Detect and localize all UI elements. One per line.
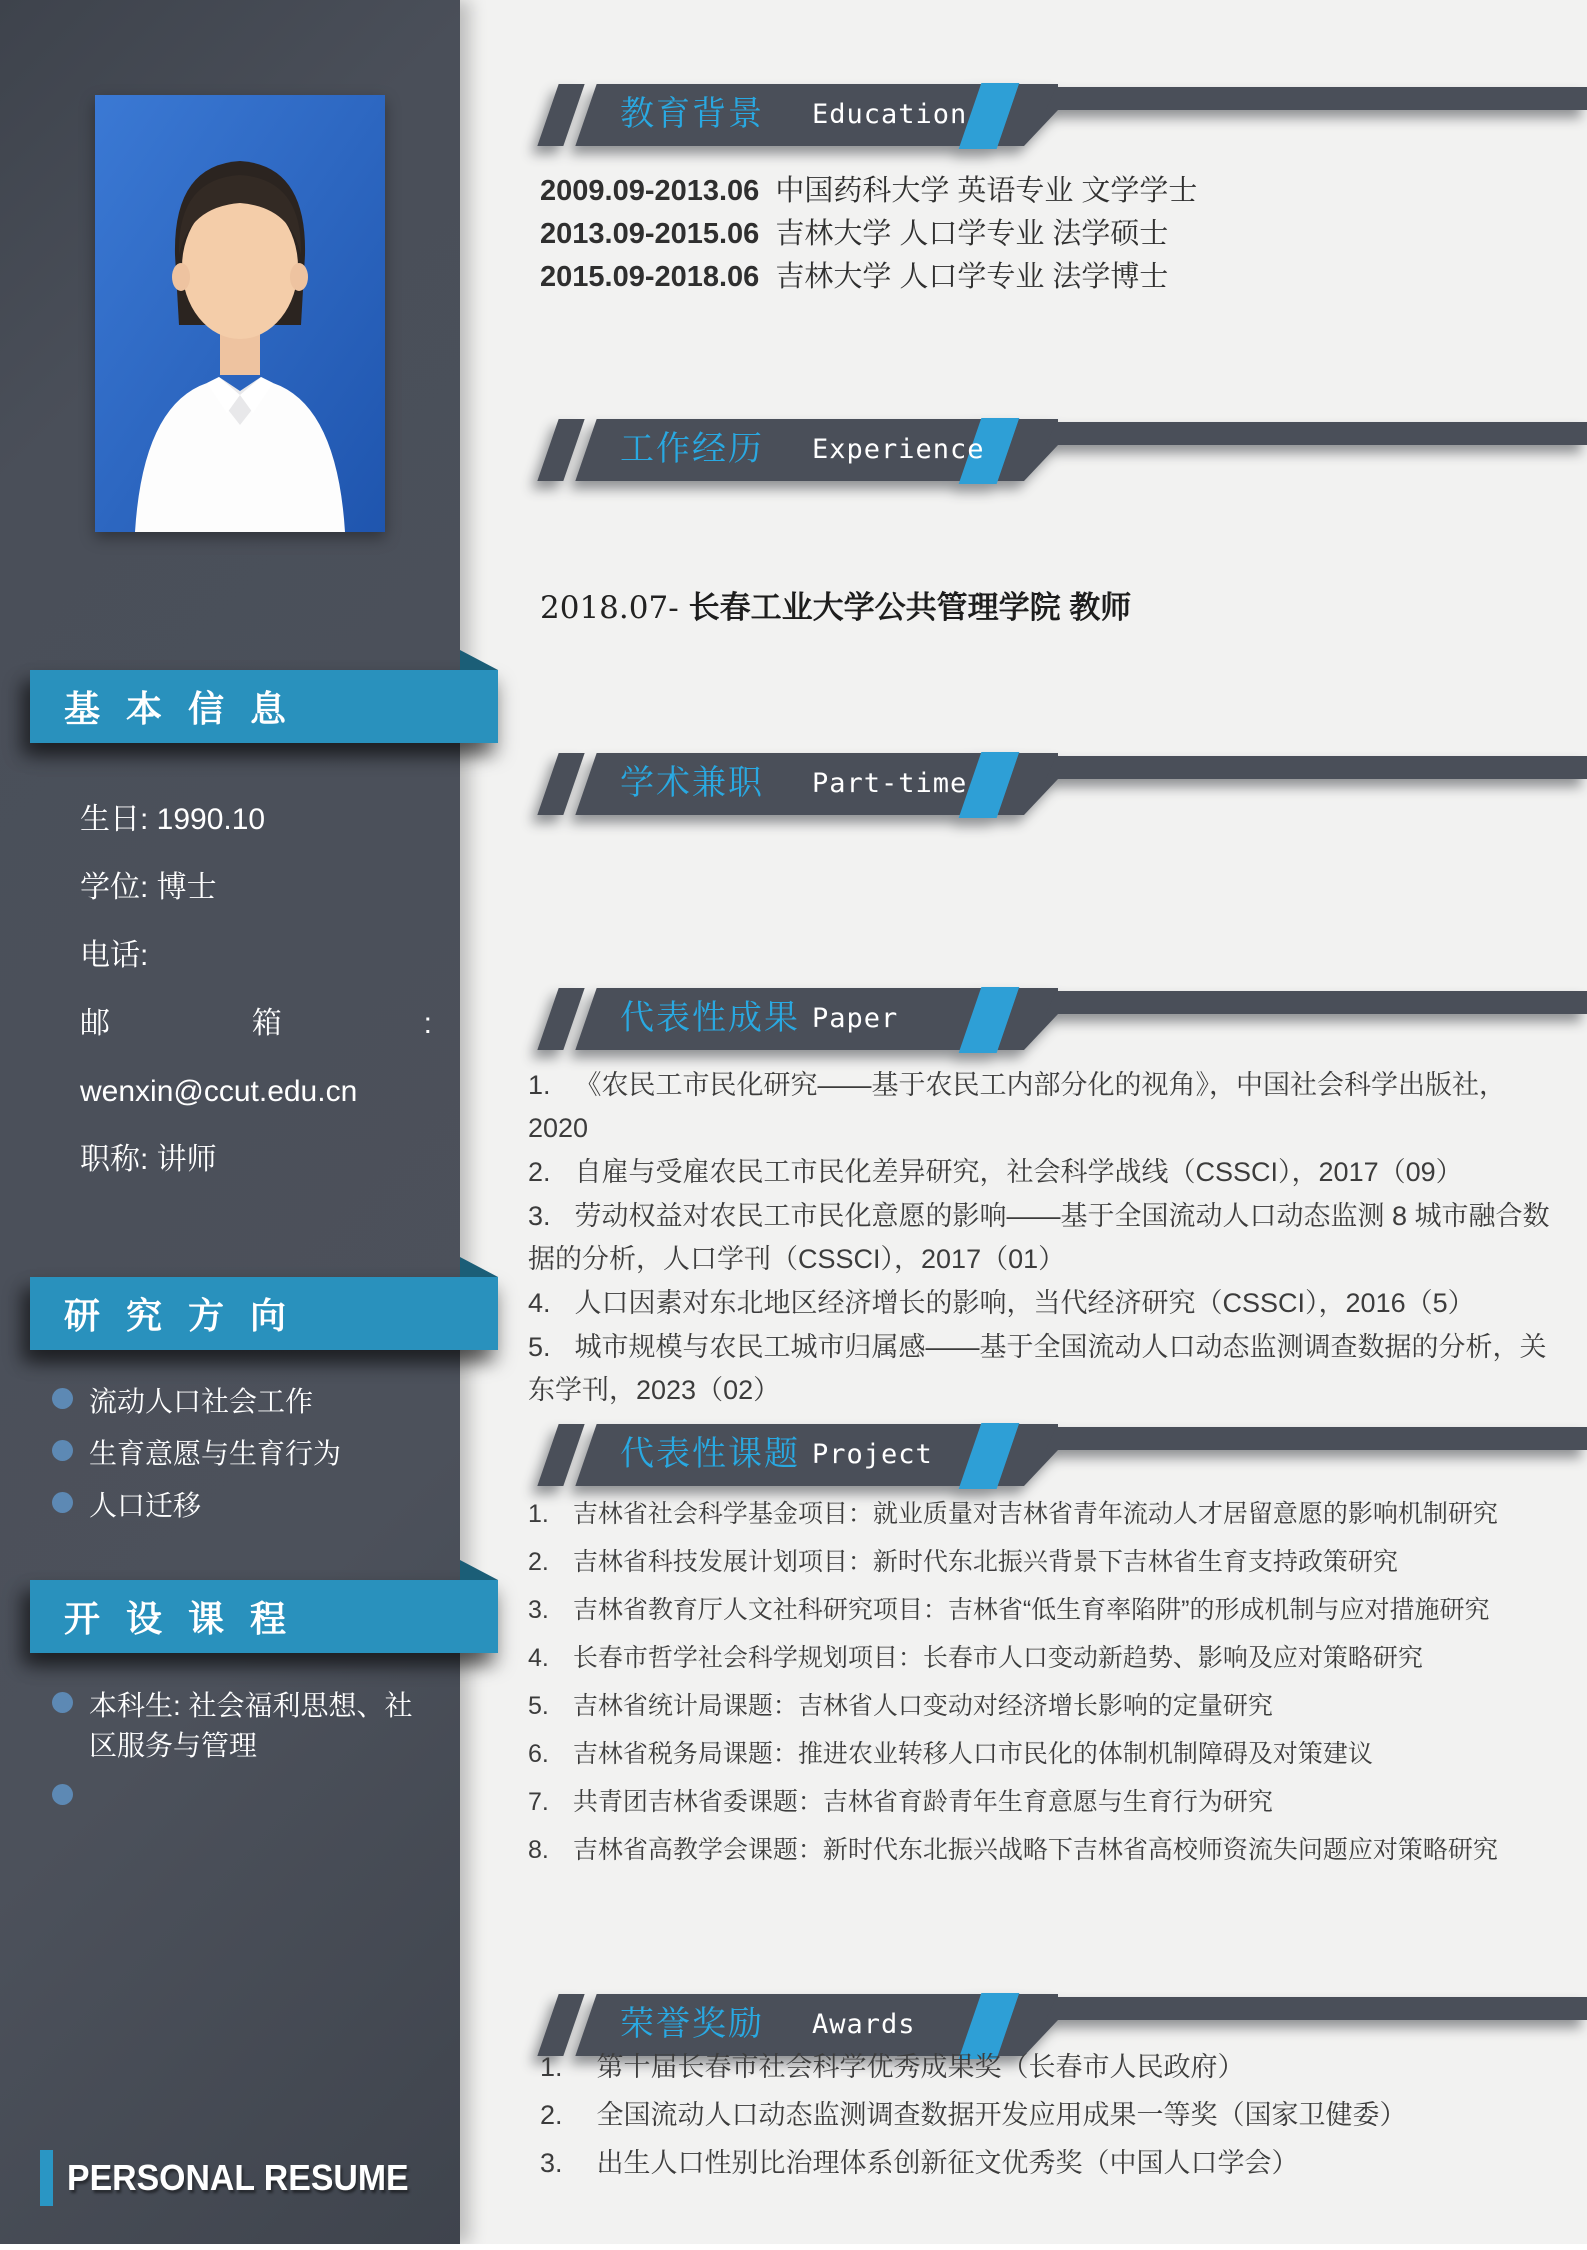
item-number: 4. bbox=[528, 1644, 549, 1672]
item-number: 8. bbox=[528, 1836, 549, 1864]
section-header-awards bbox=[540, 1994, 1587, 2056]
award-item bbox=[540, 2150, 1560, 2177]
entry-text: 吉林大学 人口学专业 法学博士 bbox=[775, 261, 1169, 293]
education-entry bbox=[540, 213, 1540, 256]
item-text: 自雇与受雇农民工市民化差异研究，社会科学战线（CSSCI），2017（09） bbox=[574, 1157, 1463, 1187]
header-title-zh: 代表性成果 bbox=[620, 999, 800, 1037]
list-item: 流动人口社会工作 bbox=[52, 1382, 341, 1422]
item-text: 劳动权益对农民工市民化意愿的影响——基于全国流动人口动态监测 8 城市融合数据的分析，人口学刊（CSSCI），2017（01） bbox=[528, 1201, 1550, 1274]
ribbon-fold-icon bbox=[460, 1257, 498, 1277]
portrait-photo-graphic bbox=[95, 95, 385, 532]
paper-item bbox=[528, 1064, 1560, 1150]
header-title-en: Education bbox=[812, 99, 968, 130]
item-number: 3. bbox=[540, 2148, 563, 2178]
entry-text: 长春工业大学公共管理学院 教师 bbox=[688, 590, 1132, 625]
research-title: 研 究 方 向 bbox=[64, 1295, 295, 1336]
header-title-en: Project bbox=[812, 1439, 933, 1470]
header-title-zh: 荣誉奖励 bbox=[620, 2005, 764, 2043]
item-number: 6. bbox=[528, 1740, 549, 1768]
bullet-icon bbox=[52, 1440, 73, 1461]
awards-list bbox=[540, 2054, 1560, 2198]
item-number: 7. bbox=[528, 1788, 549, 1816]
sidebar bbox=[0, 0, 460, 2244]
info-email-label: 邮 箱 : bbox=[80, 1007, 432, 1040]
section-header-education bbox=[540, 84, 1587, 146]
education-list bbox=[540, 170, 1540, 299]
bullet-icon bbox=[52, 1692, 73, 1713]
list-item bbox=[52, 1778, 439, 1805]
project-list bbox=[528, 1502, 1573, 1886]
basic-info-banner bbox=[30, 670, 498, 743]
courses-banner bbox=[30, 1580, 498, 1653]
project-item bbox=[528, 1646, 1573, 1671]
item-number: 3. bbox=[528, 1596, 549, 1624]
info-degree: 学位: 博士 bbox=[80, 871, 217, 904]
header-title-en: Paper bbox=[812, 1003, 899, 1034]
project-item bbox=[528, 1838, 1573, 1863]
courses-title: 开 设 课 程 bbox=[64, 1598, 295, 1639]
item-number: 3. bbox=[528, 1201, 551, 1231]
basic-info-title: 基 本 信 息 bbox=[64, 688, 295, 729]
award-item bbox=[540, 2054, 1560, 2081]
award-item bbox=[540, 2102, 1560, 2129]
item-number: 4. bbox=[528, 1288, 551, 1318]
item-text: 吉林省社会科学基金项目：就业质量对吉林省青年流动人才居留意愿的影响机制研究 bbox=[572, 1500, 1498, 1528]
item-text: 共青团吉林省委课题：吉林省育龄青年生育意愿与生育行为研究 bbox=[572, 1788, 1273, 1816]
item-text: 人口因素对东北地区经济增长的影响，当代经济研究（CSSCI），2016（5） bbox=[574, 1288, 1475, 1318]
education-entry bbox=[540, 256, 1540, 299]
item-text: 城市规模与农民工城市归属感——基于全国流动人口动态监测调查数据的分析，关东学刊，2023（02） bbox=[528, 1332, 1547, 1405]
item-text: 吉林省统计局课题：吉林省人口变动对经济增长影响的定量研究 bbox=[572, 1692, 1273, 1720]
item-text: 吉林省教育厅人文社科研究项目：吉林省“低生育率陷阱”的形成机制与应对措施研究 bbox=[572, 1596, 1490, 1624]
section-header-paper bbox=[540, 988, 1587, 1050]
section-header-project bbox=[540, 1424, 1587, 1486]
ribbon-fold-icon bbox=[460, 650, 498, 670]
item-number: 1. bbox=[540, 2052, 563, 2082]
experience-entry bbox=[540, 588, 1540, 628]
list-item: 生育意愿与生育行为 bbox=[52, 1434, 341, 1474]
item-number: 2. bbox=[540, 2100, 563, 2130]
basic-info-list bbox=[80, 800, 440, 1208]
header-title-en: Experience bbox=[812, 434, 985, 465]
bullet-icon bbox=[52, 1492, 73, 1513]
info-email: wenxin@ccut.edu.cn bbox=[80, 1075, 358, 1108]
footer-brand bbox=[40, 2150, 430, 2206]
ribbon-fold-icon bbox=[460, 1560, 498, 1580]
header-title-zh: 教育背景 bbox=[620, 95, 764, 133]
project-item bbox=[528, 1790, 1573, 1815]
section-header-parttime bbox=[540, 753, 1587, 815]
courses-list bbox=[52, 1686, 439, 1817]
entry-text: 中国药科大学 英语专业 文学学士 bbox=[775, 175, 1198, 207]
entry-text: 吉林大学 人口学专业 法学硕士 bbox=[775, 218, 1169, 250]
item-number: 5. bbox=[528, 1692, 549, 1720]
project-item bbox=[528, 1742, 1573, 1767]
paper-item bbox=[528, 1151, 1560, 1194]
header-title-en: Awards bbox=[812, 2009, 916, 2040]
paper-item bbox=[528, 1195, 1560, 1281]
footer-brand-text: PERSONAL RESUME bbox=[67, 2157, 409, 2198]
entry-date: 2009.09-2013.06 bbox=[540, 175, 760, 207]
bullet-icon bbox=[52, 1388, 73, 1409]
item-text: 全国流动人口动态监测调查数据开发应用成果一等奖（国家卫健委） bbox=[596, 2100, 1407, 2130]
item-text: 吉林省高教学会课题：新时代东北振兴战略下吉林省高校师资流失问题应对策略研究 bbox=[572, 1836, 1498, 1864]
info-phone: 电话: bbox=[80, 939, 149, 972]
item-text: 吉林省税务局课题：推进农业转移人口市民化的体制机制障碍及对策建议 bbox=[572, 1740, 1373, 1768]
project-item bbox=[528, 1502, 1573, 1527]
info-birthday: 生日: 1990.10 bbox=[80, 803, 266, 836]
research-banner bbox=[30, 1277, 498, 1350]
page-bottom-edge bbox=[0, 2244, 1587, 2250]
entry-date: 2015.09-2018.06 bbox=[540, 261, 760, 293]
paper-list bbox=[528, 1064, 1560, 1413]
entry-date: 2013.09-2015.06 bbox=[540, 218, 760, 250]
item-text: 出生人口性别比治理体系创新征文优秀奖（中国人口学会） bbox=[596, 2148, 1299, 2178]
paper-item bbox=[528, 1326, 1560, 1412]
portrait-photo bbox=[95, 95, 385, 532]
research-list bbox=[52, 1382, 341, 1538]
item-number: 1. bbox=[528, 1500, 549, 1528]
section-header-experience bbox=[540, 419, 1587, 481]
education-entry bbox=[540, 170, 1540, 213]
item-text: 《农民工市民化研究——基于农民工内部分化的视角》，中国社会科学出版社，2020 bbox=[528, 1070, 1507, 1143]
item-text: 长春市哲学社会科学规划项目：长春市人口变动新趋势、影响及应对策略研究 bbox=[572, 1644, 1423, 1672]
list-item: 人口迁移 bbox=[52, 1486, 341, 1526]
list-item: 本科生: 社会福利思想、社区服务与管理 bbox=[52, 1686, 439, 1766]
header-title-zh: 学术兼职 bbox=[620, 764, 764, 802]
item-number: 2. bbox=[528, 1157, 551, 1187]
entry-date: 2018.07- bbox=[540, 590, 679, 626]
project-item bbox=[528, 1694, 1573, 1719]
item-number: 5. bbox=[528, 1332, 551, 1362]
bullet-icon bbox=[52, 1784, 73, 1805]
project-item bbox=[528, 1598, 1573, 1623]
header-title-zh: 代表性课题 bbox=[620, 1435, 800, 1473]
info-position: 职称: 讲师 bbox=[80, 1143, 217, 1176]
item-text: 吉林省科技发展计划项目：新时代东北振兴背景下吉林省生育支持政策研究 bbox=[572, 1548, 1398, 1576]
header-title-en: Part-time bbox=[812, 768, 968, 799]
project-item bbox=[528, 1550, 1573, 1575]
item-number: 2. bbox=[528, 1548, 549, 1576]
paper-item bbox=[528, 1282, 1560, 1325]
item-number: 1. bbox=[528, 1070, 551, 1100]
header-title-zh: 工作经历 bbox=[620, 430, 764, 468]
footer-accent-bar bbox=[40, 2150, 53, 2206]
item-text: 第十届长春市社会科学优秀成果奖（长春市人民政府） bbox=[596, 2052, 1245, 2082]
